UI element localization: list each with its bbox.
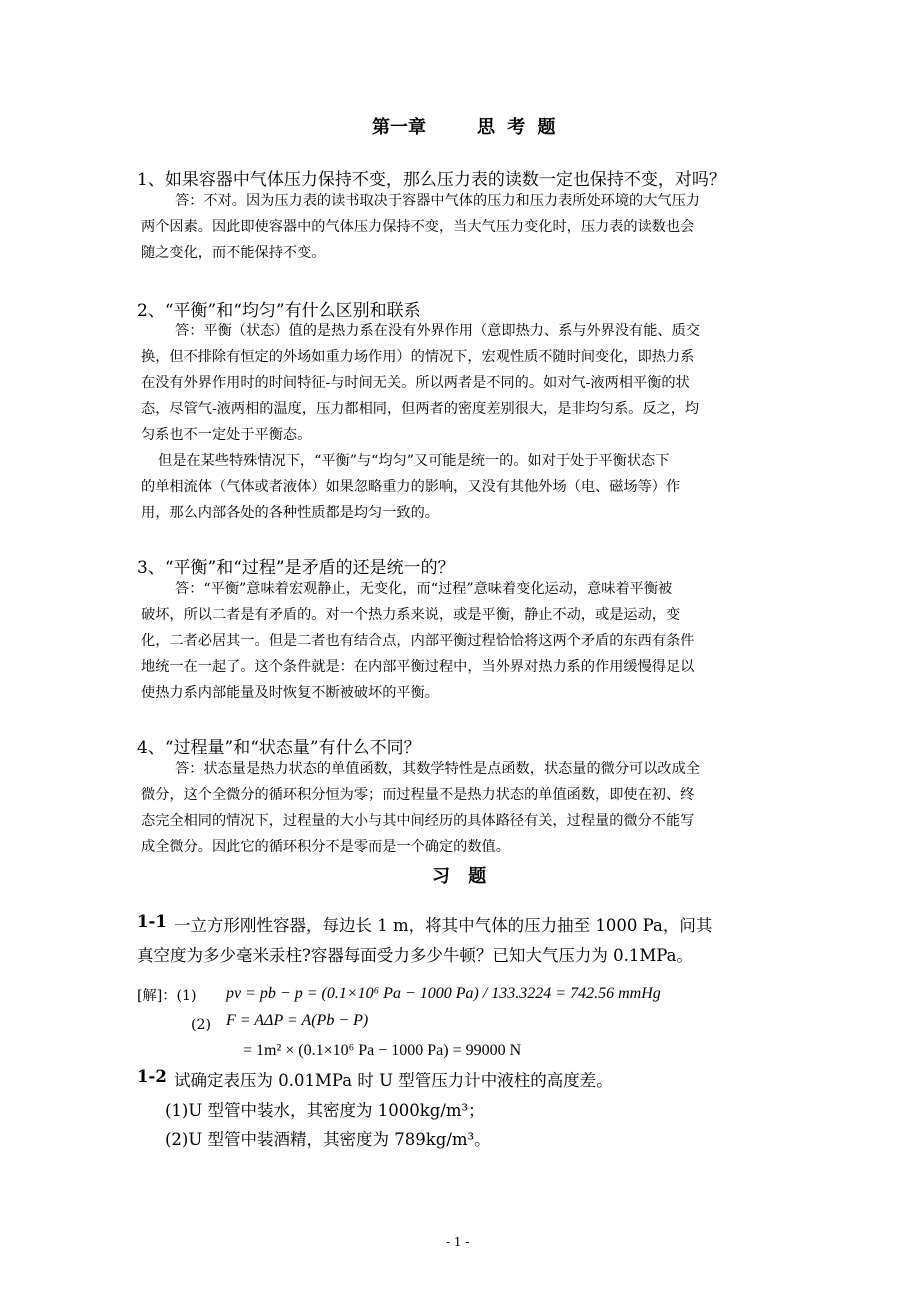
answer-3-line-1: 答：“平衡”意味着宏观静止，无变化，而“过程”意味着变化运动，意味着平衡被 bbox=[175, 581, 673, 597]
equation-force: F = AΔP = A(Pb − P) bbox=[226, 1012, 369, 1029]
answer-2-line-4: 态，尽管气-液两相的温度，压力都相同，但两者的密度差别很大，是非均匀系。反之，均 bbox=[141, 401, 700, 417]
chapter-label: 第一章 bbox=[372, 117, 426, 138]
answer-4-line-2: 微分，这个全微分的循环积分恒为零；而过程量不是热力状态的单值函数，即使在初、终 bbox=[141, 787, 695, 803]
answer-2-line-2: 换，但不排除有恒定的外场如重力场作用）的情况下，宏观性质不随时间变化，即热力系 bbox=[141, 349, 695, 365]
answer-1-line-3: 随之变化，而不能保持不变。 bbox=[141, 245, 326, 261]
answer-2-line-6: 但是在某些特殊情况下，“平衡”与“均匀”又可能是统一的。如对于处于平衡状态下 bbox=[158, 453, 670, 469]
equation-vacuum: pv = pb − p = (0.1×10⁶ Pa − 1000 Pa) / 133.3224 = 742.56 mmHg bbox=[226, 985, 661, 1002]
answer-3-line-5: 使热力系内部能量及时恢复不断被破坏的平衡。 bbox=[141, 685, 439, 701]
page-number: - 1 - bbox=[446, 1235, 470, 1249]
answer-2-line-7: 的单相流体（气体或者液体）如果忽略重力的影响，又没有其他外场（电、磁场等）作 bbox=[141, 479, 681, 495]
answer-4-line-1: 答：状态量是热力状态的单值函数，其数学特性是点函数，状态量的微分可以改成全 bbox=[175, 761, 700, 777]
question-3: 3、“平衡”和“过程”是矛盾的还是统一的？ bbox=[137, 558, 455, 578]
exercise-1-1-number: 1-1 bbox=[137, 912, 167, 931]
exercise-1-2-number: 1-2 bbox=[137, 1067, 167, 1086]
answer-4-line-4: 成全微分。因此它的循环积分不是零而是一个确定的数值。 bbox=[141, 839, 510, 855]
answer-3-line-4: 地统一在一起了。这个条件就是：在内部平衡过程中，当外界对热力系的作用缓慢得足以 bbox=[141, 659, 695, 675]
exercise-1-2-text: 试确定表压为 0.01MPa 时 U 型管压力计中液柱的高度差。 bbox=[174, 1071, 613, 1090]
answer-2-line-8: 用，那么内部各处的各种性质都是均匀一致的。 bbox=[141, 505, 439, 521]
question-2: 2、“平衡”和“均匀”有什么区别和联系 bbox=[137, 301, 421, 321]
answer-3-line-3: 化，二者必居其一。但是二者也有结合点，内部平衡过程恰恰将这两个矛盾的东西有条件 bbox=[141, 633, 695, 649]
solution-part-2-label: (2) bbox=[191, 1017, 212, 1033]
solution-label: [解]：(1) bbox=[137, 988, 197, 1004]
exercise-1-2-item-1: (1)U 型管中装水，其密度为 1000kg/m³； bbox=[165, 1101, 485, 1120]
answer-2-line-3: 在没有外界作用时的时间特征-与时间无关。所以两者是不同的。如对气-液两相平衡的状 bbox=[141, 375, 690, 391]
equation-force-result: = 1m² × (0.1×10⁶ Pa − 1000 Pa) = 99000 N bbox=[243, 1042, 522, 1059]
question-1: 1、如果容器中气体压力保持不变，那么压力表的读数一定也保持不变，对吗？ bbox=[137, 170, 726, 190]
exercise-1-2-item-2: (2)U 型管中装酒精，其密度为 789kg/m³。 bbox=[165, 1130, 491, 1149]
answer-3-line-2: 破坏，所以二者是有矛盾的。对一个热力系来说，或是平衡，静止不动，或是运动，变 bbox=[141, 607, 681, 623]
exercises-title: 习 题 bbox=[432, 866, 493, 887]
exercise-1-1-line-1: 一立方形刚性容器，每边长 1 m，将其中气体的压力抽至 1000 Pa，问其 bbox=[174, 916, 713, 935]
answer-2-line-1: 答：平衡（状态）值的是热力系在没有外界作用（意即热力、系与外界没有能、质交 bbox=[175, 323, 700, 339]
exercise-1-1-line-2: 真空度为多少毫米汞柱?容器每面受力多少牛顿？已知大气压力为 0.1MPa。 bbox=[137, 946, 693, 965]
answer-1-line-2: 两个因素。因此即使容器中的气体压力保持不变，当大气压力变化时，压力表的读数也会 bbox=[141, 219, 695, 235]
chapter-title: 思 考 题 bbox=[477, 117, 559, 138]
answer-4-line-3: 态完全相同的情况下，过程量的大小与其中间经历的具体路径有关，过程量的微分不能写 bbox=[141, 813, 695, 829]
question-4: 4、“过程量”和“状态量”有什么不同？ bbox=[137, 738, 421, 758]
answer-2-line-5: 匀系也不一定处于平衡态。 bbox=[141, 427, 312, 443]
answer-1-line-1: 答：不对。因为压力表的读书取决于容器中气体的压力和压力表所处环境的大气压力 bbox=[175, 193, 700, 209]
